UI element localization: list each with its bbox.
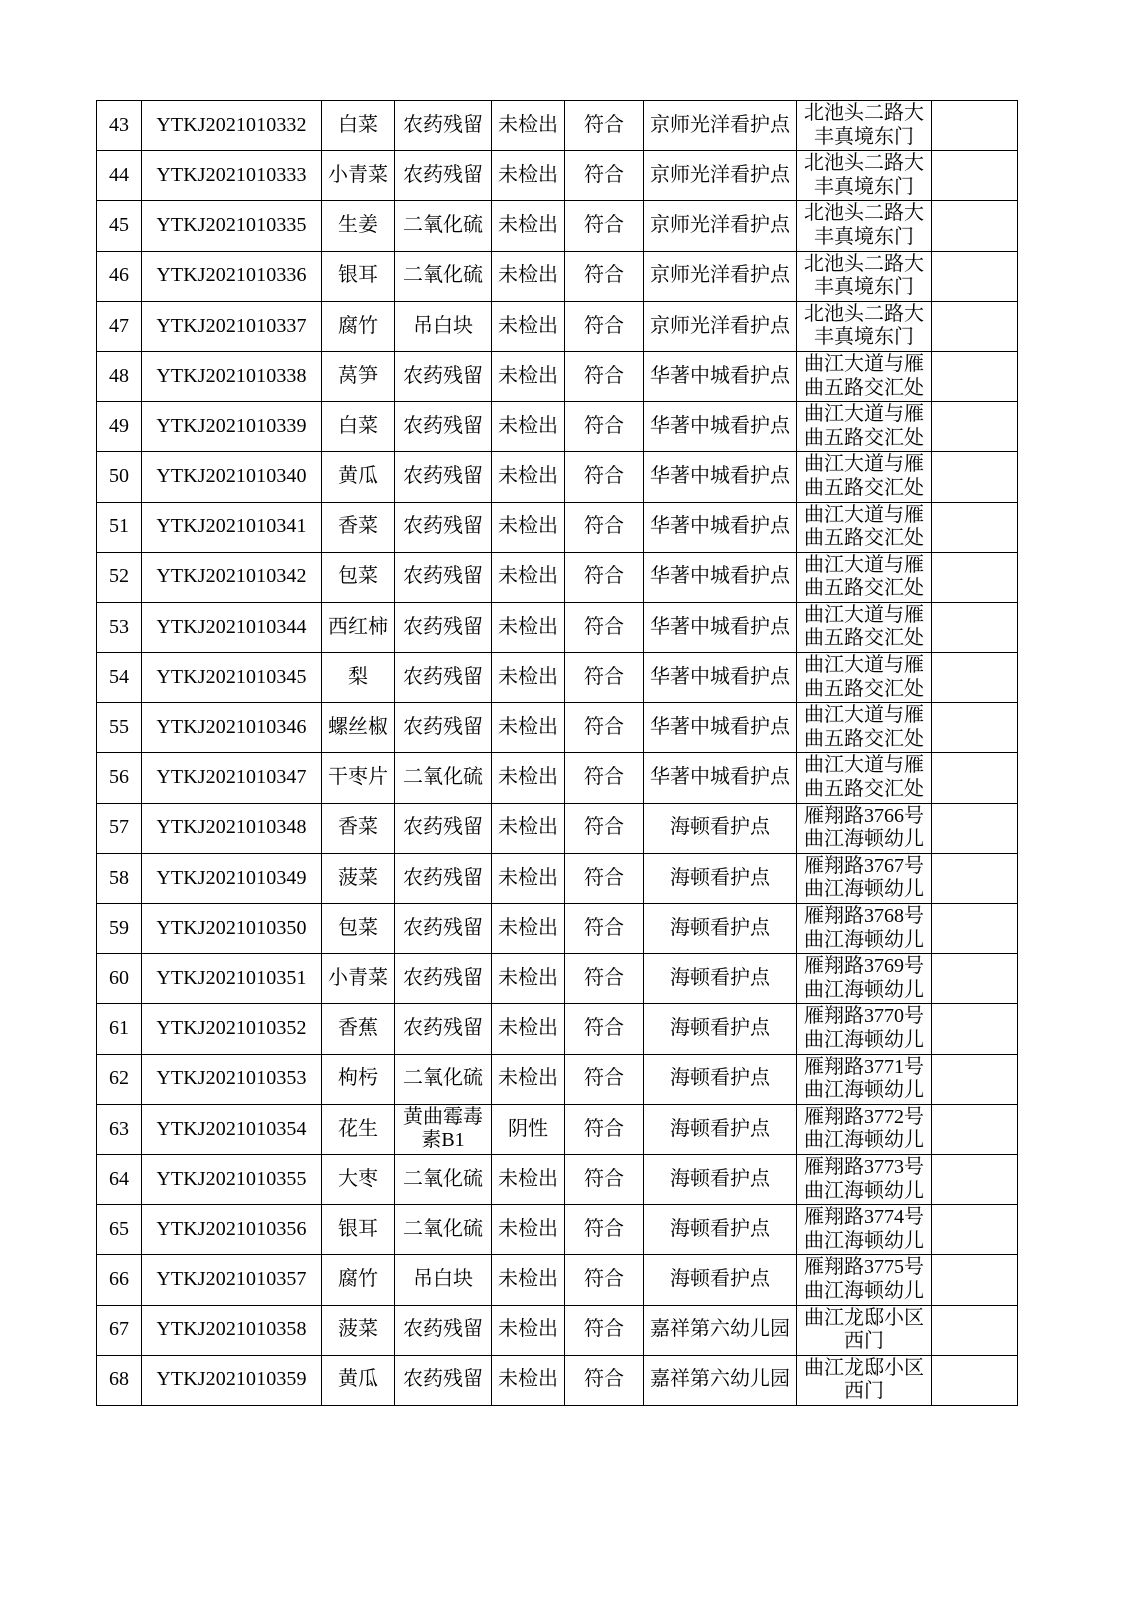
cell-index: 47 xyxy=(97,301,142,351)
cell-product: 香菜 xyxy=(322,803,395,853)
cell-supplier: 京师光洋看护点 xyxy=(644,101,797,151)
cell-product: 腐竹 xyxy=(322,1255,395,1305)
cell-supplier: 华著中城看护点 xyxy=(644,502,797,552)
cell-item: 农药残留 xyxy=(395,552,492,602)
table-row xyxy=(97,251,1018,301)
cell-product: 小青菜 xyxy=(322,151,395,201)
cell-index: 59 xyxy=(97,904,142,954)
cell-verdict: 符合 xyxy=(565,803,644,853)
cell-item: 农药残留 xyxy=(395,703,492,753)
cell-result: 未检出 xyxy=(492,1255,565,1305)
cell-product: 花生 xyxy=(322,1104,395,1154)
cell-address: 雁翔路3772号曲江海顿幼儿 xyxy=(797,1104,932,1154)
cell-remark xyxy=(932,502,1018,552)
cell-verdict: 符合 xyxy=(565,1305,644,1355)
cell-address: 曲江龙邸小区西门 xyxy=(797,1355,932,1405)
cell-index: 43 xyxy=(97,101,142,151)
cell-product: 大枣 xyxy=(322,1154,395,1204)
cell-supplier: 海顿看护点 xyxy=(644,803,797,853)
cell-code: YTKJ2021010346 xyxy=(142,703,322,753)
cell-code: YTKJ2021010347 xyxy=(142,753,322,803)
cell-index: 66 xyxy=(97,1255,142,1305)
cell-product: 螺丝椒 xyxy=(322,703,395,753)
cell-result: 未检出 xyxy=(492,101,565,151)
cell-code: YTKJ2021010332 xyxy=(142,101,322,151)
cell-product: 菠菜 xyxy=(322,853,395,903)
table-row xyxy=(97,552,1018,602)
inspection-table-container xyxy=(96,100,1017,1406)
cell-index: 44 xyxy=(97,151,142,201)
cell-remark xyxy=(932,251,1018,301)
cell-result: 未检出 xyxy=(492,151,565,201)
cell-address: 雁翔路3774号曲江海顿幼儿 xyxy=(797,1205,932,1255)
cell-code: YTKJ2021010345 xyxy=(142,653,322,703)
cell-verdict: 符合 xyxy=(565,201,644,251)
cell-verdict: 符合 xyxy=(565,251,644,301)
cell-code: YTKJ2021010358 xyxy=(142,1305,322,1355)
table-row xyxy=(97,753,1018,803)
cell-verdict: 符合 xyxy=(565,1054,644,1104)
cell-code: YTKJ2021010351 xyxy=(142,954,322,1004)
cell-address: 曲江大道与雁曲五路交汇处 xyxy=(797,602,932,652)
cell-result: 未检出 xyxy=(492,251,565,301)
cell-code: YTKJ2021010353 xyxy=(142,1054,322,1104)
cell-result: 未检出 xyxy=(492,703,565,753)
cell-code: YTKJ2021010359 xyxy=(142,1355,322,1405)
cell-verdict: 符合 xyxy=(565,753,644,803)
cell-result: 未检出 xyxy=(492,1154,565,1204)
cell-result: 未检出 xyxy=(492,1054,565,1104)
cell-address: 曲江大道与雁曲五路交汇处 xyxy=(797,351,932,401)
cell-product: 香蕉 xyxy=(322,1004,395,1054)
cell-verdict: 符合 xyxy=(565,1205,644,1255)
cell-result: 未检出 xyxy=(492,402,565,452)
table-row xyxy=(97,402,1018,452)
cell-result: 未检出 xyxy=(492,602,565,652)
cell-address: 曲江大道与雁曲五路交汇处 xyxy=(797,402,932,452)
cell-code: YTKJ2021010355 xyxy=(142,1154,322,1204)
cell-verdict: 符合 xyxy=(565,101,644,151)
cell-item: 二氧化硫 xyxy=(395,1205,492,1255)
cell-product: 生姜 xyxy=(322,201,395,251)
cell-product: 包菜 xyxy=(322,904,395,954)
cell-supplier: 嘉祥第六幼儿园 xyxy=(644,1305,797,1355)
cell-address: 北池头二路大丰真境东门 xyxy=(797,151,932,201)
table-row xyxy=(97,904,1018,954)
cell-result: 未检出 xyxy=(492,1004,565,1054)
cell-code: YTKJ2021010335 xyxy=(142,201,322,251)
cell-index: 46 xyxy=(97,251,142,301)
cell-remark xyxy=(932,402,1018,452)
cell-verdict: 符合 xyxy=(565,1255,644,1305)
cell-verdict: 符合 xyxy=(565,653,644,703)
cell-item: 农药残留 xyxy=(395,502,492,552)
cell-result: 未检出 xyxy=(492,502,565,552)
cell-index: 55 xyxy=(97,703,142,753)
cell-remark xyxy=(932,703,1018,753)
table-row xyxy=(97,703,1018,753)
cell-remark xyxy=(932,1104,1018,1154)
cell-item: 农药残留 xyxy=(395,1004,492,1054)
cell-remark xyxy=(932,1255,1018,1305)
cell-item: 农药残留 xyxy=(395,853,492,903)
cell-address: 雁翔路3766号曲江海顿幼儿 xyxy=(797,803,932,853)
cell-remark xyxy=(932,853,1018,903)
table-row xyxy=(97,201,1018,251)
cell-remark xyxy=(932,1305,1018,1355)
cell-address: 雁翔路3769号曲江海顿幼儿 xyxy=(797,954,932,1004)
cell-item: 农药残留 xyxy=(395,803,492,853)
cell-item: 黄曲霉毒素B1 xyxy=(395,1104,492,1154)
table-row xyxy=(97,1305,1018,1355)
cell-product: 包菜 xyxy=(322,552,395,602)
cell-supplier: 海顿看护点 xyxy=(644,1205,797,1255)
cell-address: 北池头二路大丰真境东门 xyxy=(797,101,932,151)
cell-index: 54 xyxy=(97,653,142,703)
cell-product: 银耳 xyxy=(322,251,395,301)
cell-result: 未检出 xyxy=(492,753,565,803)
cell-product: 西红柿 xyxy=(322,602,395,652)
cell-supplier: 海顿看护点 xyxy=(644,1154,797,1204)
cell-item: 农药残留 xyxy=(395,101,492,151)
cell-item: 二氧化硫 xyxy=(395,753,492,803)
cell-product: 银耳 xyxy=(322,1205,395,1255)
cell-code: YTKJ2021010333 xyxy=(142,151,322,201)
cell-result: 未检出 xyxy=(492,853,565,903)
cell-product: 黄瓜 xyxy=(322,452,395,502)
cell-address: 曲江大道与雁曲五路交汇处 xyxy=(797,502,932,552)
cell-item: 二氧化硫 xyxy=(395,1054,492,1104)
cell-product: 腐竹 xyxy=(322,301,395,351)
cell-remark xyxy=(932,1355,1018,1405)
cell-index: 45 xyxy=(97,201,142,251)
cell-index: 49 xyxy=(97,402,142,452)
cell-verdict: 符合 xyxy=(565,1154,644,1204)
cell-address: 曲江大道与雁曲五路交汇处 xyxy=(797,552,932,602)
cell-address: 雁翔路3768号曲江海顿幼儿 xyxy=(797,904,932,954)
table-row xyxy=(97,653,1018,703)
cell-code: YTKJ2021010349 xyxy=(142,853,322,903)
cell-code: YTKJ2021010350 xyxy=(142,904,322,954)
cell-index: 51 xyxy=(97,502,142,552)
cell-address: 曲江大道与雁曲五路交汇处 xyxy=(797,452,932,502)
table-row xyxy=(97,1104,1018,1154)
cell-address: 雁翔路3767号曲江海顿幼儿 xyxy=(797,853,932,903)
cell-remark xyxy=(932,351,1018,401)
cell-code: YTKJ2021010348 xyxy=(142,803,322,853)
cell-address: 雁翔路3773号曲江海顿幼儿 xyxy=(797,1154,932,1204)
cell-index: 56 xyxy=(97,753,142,803)
inspection-result-table xyxy=(96,100,1018,1406)
cell-code: YTKJ2021010339 xyxy=(142,402,322,452)
cell-product: 黄瓜 xyxy=(322,1355,395,1405)
cell-remark xyxy=(932,452,1018,502)
cell-index: 63 xyxy=(97,1104,142,1154)
cell-verdict: 符合 xyxy=(565,301,644,351)
cell-product: 梨 xyxy=(322,653,395,703)
cell-remark xyxy=(932,602,1018,652)
cell-supplier: 海顿看护点 xyxy=(644,1255,797,1305)
cell-result: 未检出 xyxy=(492,653,565,703)
cell-supplier: 京师光洋看护点 xyxy=(644,151,797,201)
cell-address: 北池头二路大丰真境东门 xyxy=(797,301,932,351)
cell-result: 未检出 xyxy=(492,954,565,1004)
cell-remark xyxy=(932,201,1018,251)
cell-result: 未检出 xyxy=(492,803,565,853)
cell-supplier: 华著中城看护点 xyxy=(644,602,797,652)
cell-item: 农药残留 xyxy=(395,1355,492,1405)
cell-item: 农药残留 xyxy=(395,954,492,1004)
cell-code: YTKJ2021010340 xyxy=(142,452,322,502)
cell-result: 未检出 xyxy=(492,552,565,602)
cell-item: 农药残留 xyxy=(395,452,492,502)
cell-index: 57 xyxy=(97,803,142,853)
cell-index: 62 xyxy=(97,1054,142,1104)
cell-remark xyxy=(932,1205,1018,1255)
table-row xyxy=(97,452,1018,502)
cell-supplier: 华著中城看护点 xyxy=(644,351,797,401)
cell-item: 二氧化硫 xyxy=(395,201,492,251)
cell-item: 农药残留 xyxy=(395,904,492,954)
table-row xyxy=(97,151,1018,201)
cell-code: YTKJ2021010357 xyxy=(142,1255,322,1305)
cell-remark xyxy=(932,1054,1018,1104)
cell-supplier: 华著中城看护点 xyxy=(644,402,797,452)
cell-item: 农药残留 xyxy=(395,1305,492,1355)
cell-verdict: 符合 xyxy=(565,452,644,502)
cell-address: 雁翔路3771号曲江海顿幼儿 xyxy=(797,1054,932,1104)
cell-remark xyxy=(932,301,1018,351)
cell-product: 香菜 xyxy=(322,502,395,552)
cell-supplier: 嘉祥第六幼儿园 xyxy=(644,1355,797,1405)
cell-item: 二氧化硫 xyxy=(395,251,492,301)
cell-result: 未检出 xyxy=(492,452,565,502)
cell-item: 农药残留 xyxy=(395,602,492,652)
cell-index: 48 xyxy=(97,351,142,401)
cell-address: 曲江大道与雁曲五路交汇处 xyxy=(797,753,932,803)
cell-verdict: 符合 xyxy=(565,853,644,903)
cell-supplier: 海顿看护点 xyxy=(644,1104,797,1154)
cell-code: YTKJ2021010341 xyxy=(142,502,322,552)
cell-product: 干枣片 xyxy=(322,753,395,803)
cell-product: 菠菜 xyxy=(322,1305,395,1355)
cell-index: 52 xyxy=(97,552,142,602)
cell-code: YTKJ2021010344 xyxy=(142,602,322,652)
cell-item: 二氧化硫 xyxy=(395,1154,492,1204)
cell-item: 农药残留 xyxy=(395,151,492,201)
cell-supplier: 海顿看护点 xyxy=(644,1004,797,1054)
cell-index: 61 xyxy=(97,1004,142,1054)
cell-supplier: 华著中城看护点 xyxy=(644,452,797,502)
cell-verdict: 符合 xyxy=(565,954,644,1004)
table-row xyxy=(97,301,1018,351)
cell-product: 枸杇 xyxy=(322,1054,395,1104)
cell-remark xyxy=(932,904,1018,954)
cell-item: 吊白块 xyxy=(395,301,492,351)
cell-address: 雁翔路3775号曲江海顿幼儿 xyxy=(797,1255,932,1305)
table-row xyxy=(97,1004,1018,1054)
table-row xyxy=(97,602,1018,652)
cell-code: YTKJ2021010336 xyxy=(142,251,322,301)
table-body xyxy=(97,101,1018,1406)
cell-supplier: 京师光洋看护点 xyxy=(644,201,797,251)
cell-verdict: 符合 xyxy=(565,402,644,452)
cell-verdict: 符合 xyxy=(565,1104,644,1154)
cell-index: 65 xyxy=(97,1205,142,1255)
cell-item: 农药残留 xyxy=(395,351,492,401)
cell-verdict: 符合 xyxy=(565,1004,644,1054)
cell-address: 雁翔路3770号曲江海顿幼儿 xyxy=(797,1004,932,1054)
cell-result: 未检出 xyxy=(492,351,565,401)
cell-address: 北池头二路大丰真境东门 xyxy=(797,251,932,301)
table-row xyxy=(97,1355,1018,1405)
cell-index: 50 xyxy=(97,452,142,502)
cell-remark xyxy=(932,151,1018,201)
cell-address: 曲江龙邸小区西门 xyxy=(797,1305,932,1355)
table-row xyxy=(97,1154,1018,1204)
cell-address: 曲江大道与雁曲五路交汇处 xyxy=(797,703,932,753)
cell-supplier: 海顿看护点 xyxy=(644,853,797,903)
cell-code: YTKJ2021010354 xyxy=(142,1104,322,1154)
cell-index: 68 xyxy=(97,1355,142,1405)
cell-result: 阴性 xyxy=(492,1104,565,1154)
cell-remark xyxy=(932,753,1018,803)
table-row xyxy=(97,1054,1018,1104)
cell-remark xyxy=(932,653,1018,703)
cell-result: 未检出 xyxy=(492,201,565,251)
cell-index: 53 xyxy=(97,602,142,652)
cell-remark xyxy=(932,1154,1018,1204)
cell-supplier: 海顿看护点 xyxy=(644,954,797,1004)
cell-index: 64 xyxy=(97,1154,142,1204)
cell-item: 农药残留 xyxy=(395,402,492,452)
cell-verdict: 符合 xyxy=(565,351,644,401)
cell-remark xyxy=(932,101,1018,151)
cell-code: YTKJ2021010356 xyxy=(142,1205,322,1255)
cell-result: 未检出 xyxy=(492,904,565,954)
cell-verdict: 符合 xyxy=(565,502,644,552)
cell-supplier: 华著中城看护点 xyxy=(644,653,797,703)
table-row xyxy=(97,101,1018,151)
cell-remark xyxy=(932,954,1018,1004)
table-row xyxy=(97,954,1018,1004)
cell-product: 白菜 xyxy=(322,402,395,452)
cell-code: YTKJ2021010337 xyxy=(142,301,322,351)
cell-supplier: 华著中城看护点 xyxy=(644,552,797,602)
cell-supplier: 京师光洋看护点 xyxy=(644,301,797,351)
cell-supplier: 华著中城看护点 xyxy=(644,703,797,753)
cell-index: 67 xyxy=(97,1305,142,1355)
cell-supplier: 华著中城看护点 xyxy=(644,753,797,803)
cell-address: 曲江大道与雁曲五路交汇处 xyxy=(797,653,932,703)
cell-code: YTKJ2021010338 xyxy=(142,351,322,401)
cell-address: 北池头二路大丰真境东门 xyxy=(797,201,932,251)
cell-verdict: 符合 xyxy=(565,602,644,652)
table-row xyxy=(97,351,1018,401)
cell-result: 未检出 xyxy=(492,301,565,351)
cell-supplier: 京师光洋看护点 xyxy=(644,251,797,301)
cell-supplier: 海顿看护点 xyxy=(644,904,797,954)
cell-item: 农药残留 xyxy=(395,653,492,703)
table-row xyxy=(97,853,1018,903)
cell-remark xyxy=(932,1004,1018,1054)
cell-verdict: 符合 xyxy=(565,151,644,201)
cell-verdict: 符合 xyxy=(565,1355,644,1405)
cell-index: 60 xyxy=(97,954,142,1004)
cell-product: 小青菜 xyxy=(322,954,395,1004)
table-row xyxy=(97,803,1018,853)
cell-remark xyxy=(932,552,1018,602)
table-row xyxy=(97,502,1018,552)
table-row xyxy=(97,1205,1018,1255)
cell-supplier: 海顿看护点 xyxy=(644,1054,797,1104)
cell-result: 未检出 xyxy=(492,1355,565,1405)
cell-verdict: 符合 xyxy=(565,703,644,753)
cell-item: 吊白块 xyxy=(395,1255,492,1305)
cell-code: YTKJ2021010342 xyxy=(142,552,322,602)
cell-index: 58 xyxy=(97,853,142,903)
cell-result: 未检出 xyxy=(492,1305,565,1355)
cell-product: 莴笋 xyxy=(322,351,395,401)
cell-product: 白菜 xyxy=(322,101,395,151)
table-row xyxy=(97,1255,1018,1305)
cell-code: YTKJ2021010352 xyxy=(142,1004,322,1054)
cell-remark xyxy=(932,803,1018,853)
cell-verdict: 符合 xyxy=(565,552,644,602)
cell-result: 未检出 xyxy=(492,1205,565,1255)
cell-verdict: 符合 xyxy=(565,904,644,954)
